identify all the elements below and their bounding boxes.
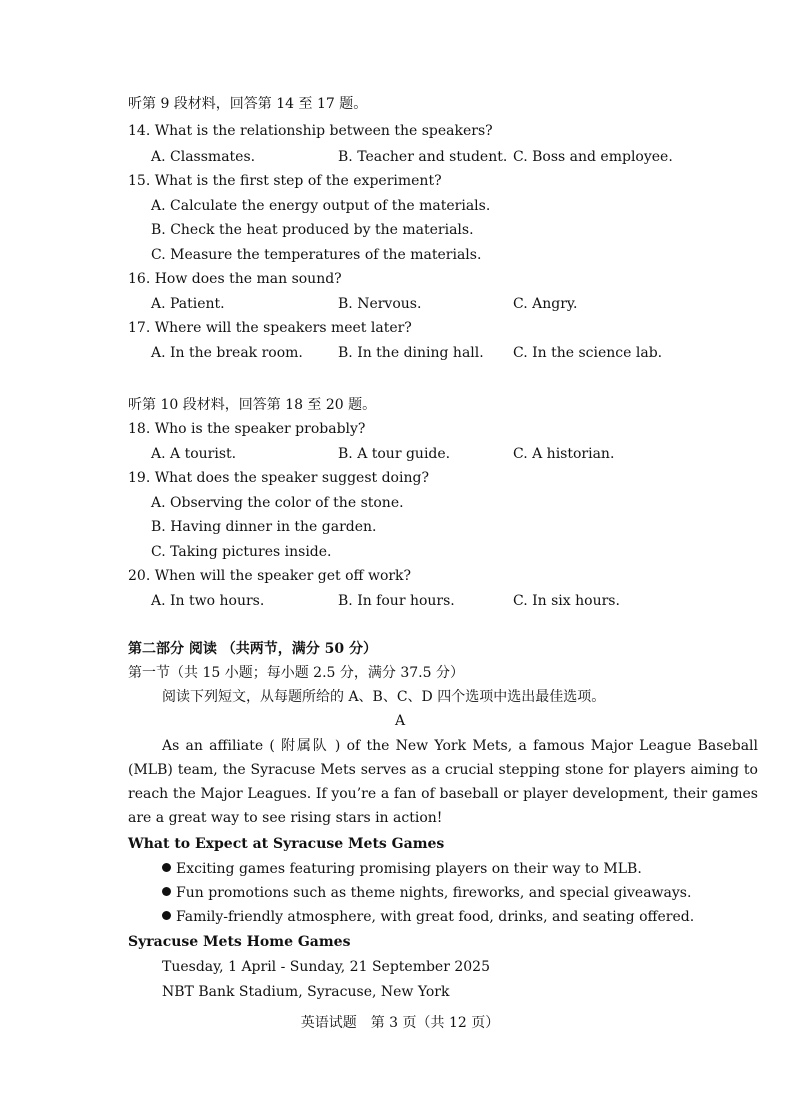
question-17: 17. Where will the speakers meet later? <box>128 320 412 336</box>
question-14: 14. What is the relationship between the speakers? <box>128 123 493 139</box>
bullet-dot-icon <box>162 863 171 872</box>
season-dates: Tuesday, 1 April - Sunday, 21 September 2025 <box>162 959 490 975</box>
bullet-dot-icon <box>162 887 171 896</box>
question-18: 18. Who is the speaker probably? <box>128 421 366 437</box>
question-20: 20. When will the speaker get off work? <box>128 568 412 584</box>
option-16-c: C. Angry. <box>513 296 578 312</box>
bullet-item: Family-friendly atmosphere, with great food, drinks, and seating offered. <box>162 908 694 926</box>
option-20-a: A. In two hours. <box>151 593 265 609</box>
part-two-title: 第二部分 阅读 （共两节，满分 50 分） <box>128 641 377 657</box>
stadium-venue: NBT Bank Stadium, Syracuse, New York <box>162 984 450 1000</box>
option-17-a: A. In the break room. <box>151 345 303 361</box>
option-15-a: A. Calculate the energy output of the materials. <box>151 198 491 214</box>
bullet-dot-icon <box>162 911 171 920</box>
option-20-b: B. In four hours. <box>338 593 455 609</box>
option-17-b: B. In the dining hall. <box>338 345 484 361</box>
option-18-c: C. A historian. <box>513 446 615 462</box>
question-19: 19. What does the speaker suggest doing? <box>128 470 429 486</box>
option-17-c: C. In the science lab. <box>513 345 663 361</box>
home-games-heading: Syracuse Mets Home Games <box>128 934 351 950</box>
option-14-a: A. Classmates. <box>151 149 256 165</box>
option-20-c: C. In six hours. <box>513 593 620 609</box>
passage-letter: A <box>394 713 406 729</box>
option-16-b: B. Nervous. <box>338 296 422 312</box>
option-15-b: B. Check the heat produced by the materials. <box>151 222 474 238</box>
question-16: 16. How does the man sound? <box>128 271 342 287</box>
option-19-b: B. Having dinner in the garden. <box>151 519 377 535</box>
option-14-c: C. Boss and employee. <box>513 149 673 165</box>
passage-intro: As an affiliate ( 附属队 ) of the New York Mets, a famous Major League Baseball (MLB) team, the Syracuse Mets serves as a crucial stepping stone for players aiming to reach the Major Leagues. If you’re a fan of baseball or player development, their games are a great way to see rising stars in action! <box>128 738 758 826</box>
section-9-header: 听第 9 段材料，回答第 14 至 17 题。 <box>128 96 368 112</box>
option-18-b: B. A tour guide. <box>338 446 451 462</box>
option-14-b: B. Teacher and student. <box>338 149 508 165</box>
option-19-a: A. Observing the color of the stone. <box>151 495 404 511</box>
option-19-c: C. Taking pictures inside. <box>151 544 332 560</box>
option-15-c: C. Measure the temperatures of the materials. <box>151 247 482 263</box>
option-18-a: A. A tourist. <box>151 446 237 462</box>
question-15: 15. What is the first step of the experiment? <box>128 173 442 189</box>
page-footer: 英语试题 第 3 页（共 12 页） <box>300 1015 500 1031</box>
reading-instruction: 阅读下列短文，从每题所给的 A、B、C、D 四个选项中选出最佳选项。 <box>162 689 606 705</box>
option-16-a: A. Patient. <box>151 296 225 312</box>
bullet-item: Fun promotions such as theme nights, fireworks, and special giveaways. <box>162 884 691 902</box>
section-one-title: 第一节（共 15 小题；每小题 2.5 分，满分 37.5 分） <box>128 665 464 681</box>
expect-heading: What to Expect at Syracuse Mets Games <box>128 836 445 852</box>
bullet-item: Exciting games featuring promising players on their way to MLB. <box>162 860 642 878</box>
section-10-header: 听第 10 段材料，回答第 18 至 20 题。 <box>128 397 377 413</box>
